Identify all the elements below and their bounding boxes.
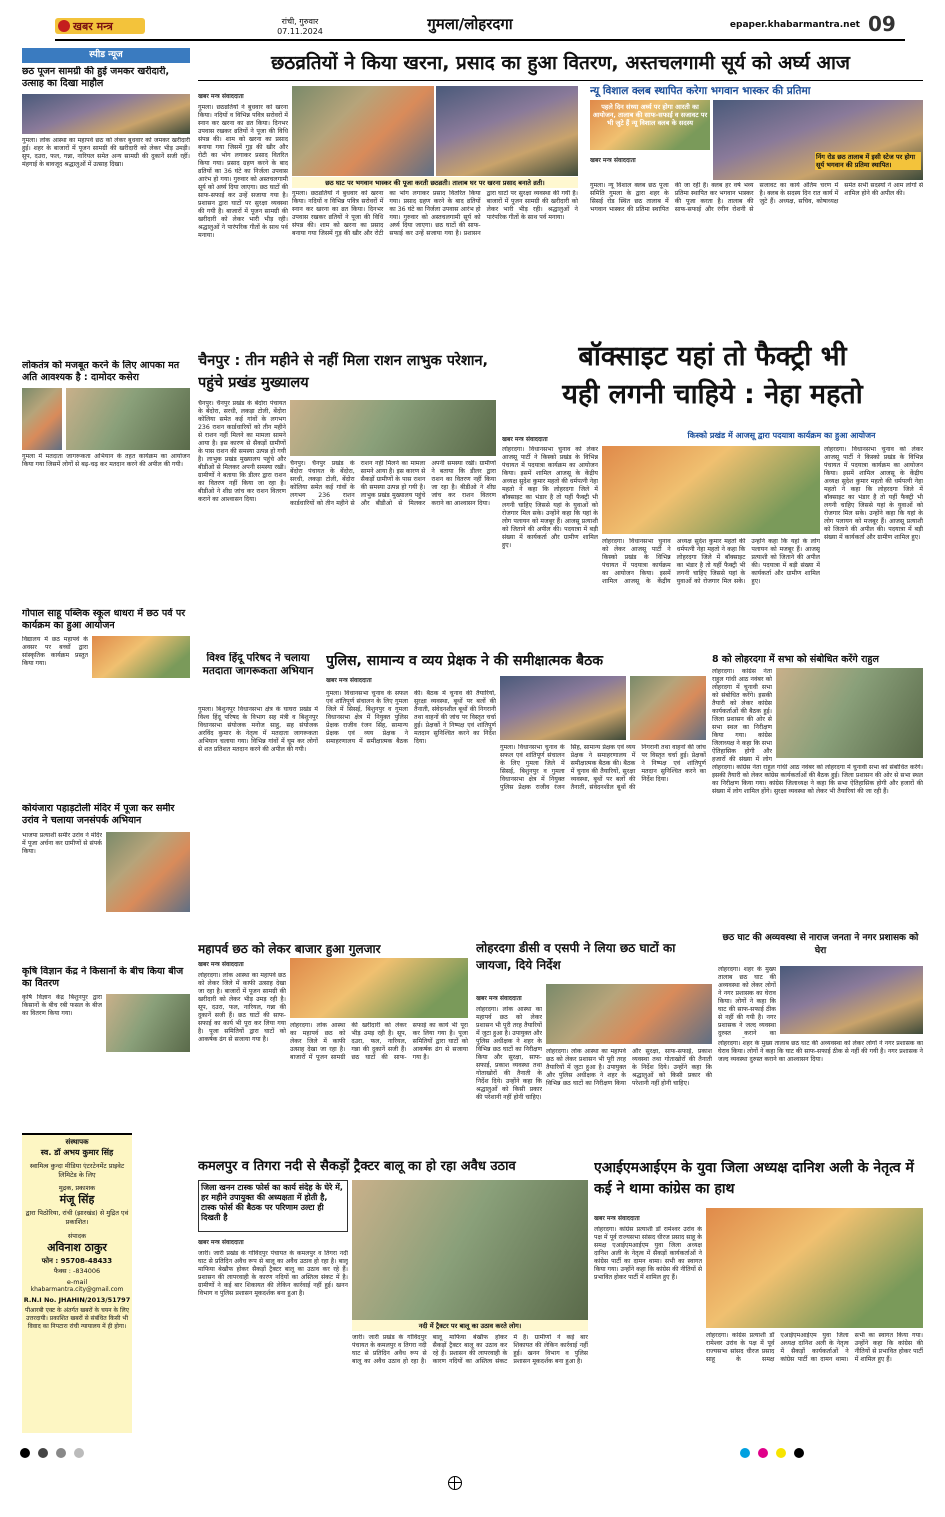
- club-headline: न्यू विशाल क्लब स्थापित करेगा भगवान भास्कर की प्रतिमा: [590, 85, 811, 97]
- dcsp-photo: [546, 984, 712, 1044]
- lead-headline: छठव्रतियों ने किया खरना, प्रसाद का हुआ वितरण, अस्तचलगामी सूर्य को अर्घ्य आज: [270, 52, 851, 74]
- lead-body-left: गुमला। छठव्रतियों ने बुधवार को खरना किया। नदियों व विभिन्न पवित्र सरोवरों में स्नान कर खरना का व्रत किया। दिनभर उपवास रखकर व्रतियों ने पूजा की विधि संपन्न की। शाम को खरना का प्रसाद बनाया गया जिसमें गुड़ की खीर और रोटी का भोग लगाकर प्रसाद वितरित किया गया। प्रसाद ग्रहण करने के बाद व्रतियों का 36 घंटे का निर्जला उपवास आरंभ हो गया। गुरुवार को अस्तचलगामी सूर्य को अर्घ्य दिया जाएगा। छठ घाटों की साफ-सफाई कर उन्हें सजाया गया है। प्रशासन द्वारा घाटों पर सुरक्षा व्यवस्था की गयी है। बाजारों में पूजन सामग्री की खरीदारी को लेकर भारी भीड़ रही। श्रद्धालुओं ने पारंपरिक गीतों के साथ पर्व मनाया।: [198, 104, 288, 239]
- aimim-byline: खबर मन्त्र संवाददाता: [594, 1215, 640, 1222]
- speed-news-body: कृषि विज्ञान केंद्र बिशुनपुर द्वारा किसानों के बीच रबी फसल के बीज का वितरण किया गया।: [22, 994, 102, 1017]
- imprint-phone: फोन : 95708-48433: [41, 1257, 113, 1265]
- chhath-market-byline: खबर मन्त्र संवाददाता: [198, 961, 244, 968]
- speed-news-body: भाजपा प्रत्याशी समीर उरांव ने मंदिर में पूजा अर्चना कर ग्रामीणों से संपर्क किया।: [22, 832, 102, 855]
- masthead-logo: [55, 18, 145, 34]
- chhath-market-headline: महापर्व छठ को लेकर बाजार हुआ गुलजार: [198, 942, 381, 956]
- police-photo: [630, 676, 706, 740]
- rahul-headline: 8 को लोहरदगा में सभा को संबोधित करेंगे राहुल: [712, 654, 879, 665]
- imprint-owner: स्वामित्व कुन्दा मीडिया एंटरटेनमेंट प्राइवेट लिमिटेड के लिए: [29, 1162, 125, 1179]
- bauxite-body: लोहरदगा। विधानसभा चुनाव को लेकर आजसू पार्टी ने किस्को प्रखंड के विभिन्न पंचायत में पदयात्रा कार्यक्रम का आयोजन किया। इसमें शामिल आजसू के केंद्रीय अध्यक्ष सुदेश कुमार महतो की धर्मपत्नी नेहा महतो ने कहा कि लोहरदगा जिले में बॉक्साइट का भंडार है तो यहीं फैक्ट्री भी लगनी चाहिए जिससे यहां के युवाओं को रोजगार मिल सके। उन्होंने कहा कि यहां के लोग पलायन को मजबूर हैं। आजसू प्रत्याशी को जिताने की अपील की। पदयात्रा में बड़ी संख्या में कार्यकर्ता और ग्रामीण शामिल हुए।: [602, 538, 820, 585]
- imprint-box: [22, 1133, 132, 1433]
- chhath-ghat-photo: [780, 966, 923, 1034]
- news-photo: [92, 636, 190, 678]
- bauxite-headline-2: यही लगनी चाहिये : नेहा महतो: [562, 379, 863, 410]
- lead-caption: छठ घाट पर भगवान भास्कर की पूजा करती छठव्रती। तालाब घर पर खरना प्रसाद बनाते व्रती।: [292, 177, 578, 188]
- chhath-market-body-left: लोहरदगा। लोक आस्था का महापर्व छठ को लेकर जिले में काफी उत्साह देखा जा रहा है। बाजारों में पूजन सामग्री की खरीदारी को लेकर भीड़ उमड़ रही है। सूप, दउरा, फल, नारियल, गन्ना की दुकानें सजी हैं। छठ घाटों की साफ-सफाई का कार्य भी पूरा कर लिया गया है। पूजा समितियों द्वारा घाटों को आकर्षक ढंग से सजाया गया है।: [198, 972, 286, 1043]
- speed-news-headline: कोयंजारा पहाड़टोली मंदिर में पूजा कर समीर उरांव ने चलाया जनसंपर्क अभियान: [22, 803, 175, 826]
- police-byline: खबर मन्त्र संवाददाता: [326, 677, 372, 684]
- dcsp-byline: खबर मन्त्र संवाददाता: [476, 995, 522, 1002]
- club-right-caption: निंग रोड छठ तालाब में इसी स्टेज पर होगा सूर्य भगवान की प्रतिमा स्थापित।: [815, 152, 921, 170]
- sand-body: जारी। जारी प्रखंड के गोविंदपुर पंचायत के कमलपुर व तिगरा नदी घाट से प्रतिदिन अवैध रूप से बालू का अवैध उठाव हो रहा है। बालू माफिया बेखौफ होकर सैकड़ों ट्रैक्टर बालू का उठाव कर रहे हैं। प्रशासन की लापरवाही के कारण नदियों का अस्तित्व संकट में है। ग्रामीणों ने कई बार शिकायत की लेकिन कार्रवाई नहीं हुई। खनन विभाग व पुलिस प्रशासन मूकदर्शक बना हुआ है।: [352, 1334, 588, 1365]
- epaper-site[interactable]: epaper.khabarmantra.net: [729, 20, 860, 30]
- color-bar: [740, 1448, 920, 1458]
- news-photo: [22, 388, 62, 450]
- speed-news-headline: छठ पूजन सामग्री की हुई जमकर खरीदारी, उत्साह का दिखा माहौल: [22, 66, 170, 89]
- club-body: गुमला। न्यू विशाल क्लब छठ पूजा समिति गुमला के द्वारा शहर के सिसई रोड स्थित छठ तालाब में भगवान भास्कर की प्रतिमा स्थापित की जा रही है। क्लब हर वर्ष भव्य प्रतिमा स्थापित कर भगवान भास्कर की पूजा करता है। तालाब की साफ-सफाई और रंगीन रोशनी से सजावट का कार्य अंतिम चरण में है। क्लब के सदस्य दिन रात कार्य में जुटे हैं। अध्यक्ष, सचिव, कोषाध्यक्ष समेत सभी सदस्यों ने आम लोगों से शामिल होने की अपील की।: [590, 182, 923, 213]
- imprint-editor-label: संपादक: [67, 1232, 87, 1240]
- club-byline: खबर मन्त्र संवाददाता: [590, 157, 636, 164]
- police-body: गुमला। विधानसभा चुनाव के सफल एवं शांतिपूर्ण संचालन के लिए गुमला जिले में सिसई, बिशुनपुर व गुमला विधानसभा क्षेत्र में नियुक्त पुलिस प्रेक्षक राजीव रंजन सिंह, सामान्य प्रेक्षक एवं व्यय प्रेक्षक ने समाहरणालय में समीक्षात्मक बैठक की। बैठक में चुनाव की तैयारियों, सुरक्षा व्यवस्था, बूथों पर बलों की तैनाती, संवेदनशील बूथों की निगरानी तथा वाहनों की जांच पर विस्तृत चर्चा हुई। प्रेक्षकों ने निष्पक्ष एवं शांतिपूर्ण मतदान सुनिश्चित करने का निर्देश दिया।: [326, 690, 496, 745]
- bauxite-caption: किस्को प्रखंड में आजसू द्वारा पदयात्रा कार्यक्रम का हुआ आयोजन: [687, 431, 876, 440]
- chhath-ghat-body: लोहरदगा। शहर के मुख्य तालाब छठ घाट की अव्यवस्था को लेकर लोगों ने नगर प्रशासक का घेराव किया। लोगों ने कहा कि घाट की साफ-सफाई ठीक से नहीं की गयी है। नगर प्रशासक ने जल्द व्यवस्था दुरुस्त कराने का आश्वासन दिया।: [718, 1040, 923, 1063]
- chhath-ghat-body-left: लोहरदगा। शहर के मुख्य तालाब छठ घाट की अव्यवस्था को लेकर लोगों ने नगर प्रशासक का घेराव किया। लोगों ने कहा कि घाट की साफ-सफाई ठीक से नहीं की गयी है। नगर प्रशासक ने जल्द व्यवस्था दुरुस्त कराने का: [718, 966, 776, 1037]
- section-title: गुमला/लोहरदगा: [427, 15, 513, 33]
- chhath-market-body: लोहरदगा। लोक आस्था का महापर्व छठ को लेकर जिले में काफी उत्साह देखा जा रहा है। बाजारों में पूजन सामग्री की खरीदारी को लेकर भीड़ उमड़ रही है। सूप, दउरा, फल, नारियल, गन्ना की दुकानें सजी हैं। छठ घाटों की साफ-सफाई का कार्य भी पूरा कर लिया गया है। पूजा समितियों द्वारा घाटों को आकर्षक ढंग से सजाया गया है।: [290, 1022, 468, 1061]
- dcsp-body-left: लोहरदगा। लोक आस्था का महापर्व छठ को लेकर प्रशासन भी पूरी तरह तैयारियों में जुटा हुआ है। उपायुक्त और पुलिस अधीक्षक ने शहर के विभिन्न छठ घाटों का निरीक्षण किया और सुरक्षा, साफ-सफाई, प्रकाश व्यवस्था तथा गोताखोरों की तैनाती के निर्देश दिये। उन्होंने कहा कि श्रद्धालुओं को किसी प्रकार की परेशानी नहीं होनी चाहिए।: [476, 1006, 542, 1101]
- chainpur-photo: [290, 400, 496, 456]
- chainpur-body-left: चैनपुर। चैनपुर प्रखंड के बेंदोरा पंचायत के बेंदोरा, सरधी, लकड़ा टोली, बेंदोरा कोलिया समेत कई गांवों के लगभग 236 राशन कार्डधारियों को तीन महीने से राशन नहीं मिलने का मामला सामने आया है। इस कारण से सैकड़ों ग्रामीणों के पास राशन की समस्या उत्पन्न हो गयी है। लाभुक प्रखंड मुख्यालय पहुंचे और बीडीओ से मिलकर अपनी समस्या रखी। ग्रामीणों ने बताया कि डीलर द्वारा राशन का वितरण नहीं किया जा रहा है। बीडीओ ने शीघ्र जांच कर राशन वितरण कराने का आश्वासन दिया।: [198, 400, 286, 503]
- news-photo: [66, 388, 190, 450]
- masthead-city: रांची, गुरुवार: [281, 17, 319, 26]
- vhp-headline: विश्व हिंदू परिषद ने चलाया मतदाता जागरूकता अभियान: [202, 652, 314, 677]
- speed-news-headline: गोपाल साहू पब्लिक स्कूल धाधरा में छठ पर्व पर कार्यक्रम का हुआ आयोजन: [22, 608, 186, 631]
- aimim-photo: [706, 1208, 923, 1328]
- sand-headline: कमलपुर व तिगरा नदी से सैकड़ों ट्रैक्टर बालू का हो रहा अवैध उठाव: [198, 1159, 516, 1174]
- aimim-body: लोहरदगा। कांग्रेस प्रत्याशी डॉ रामेश्वर उरांव के पक्ष में पूर्व राज्यसभा सांसद धीरज प्रसाद साहू के समक्ष एआईएमआईएम युवा जिला अध्यक्ष दानिश अली के नेतृत्व में सैकड़ों कार्यकर्ताओं ने कांग्रेस पार्टी का दामन थामा। सभी का स्वागत किया गया। उन्होंने कहा कि कांग्रेस की नीतियों से प्रभावित होकर पार्टी में शामिल हुए हैं।: [706, 1332, 923, 1363]
- chainpur-body: चैनपुर। चैनपुर प्रखंड के बेंदोरा पंचायत के बेंदोरा, सरधी, लकड़ा टोली, बेंदोरा कोलिया समेत कई गांवों के लगभग 236 राशन कार्डधारियों को तीन महीने से राशन नहीं मिलने का मामला सामने आया है। इस कारण से सैकड़ों ग्रामीणों के पास राशन की समस्या उत्पन्न हो गयी है। लाभुक प्रखंड मुख्यालय पहुंचे और बीडीओ से मिलकर अपनी समस्या रखी। ग्रामीणों ने बताया कि डीलर द्वारा राशन का वितरण नहीं किया जा रहा है। बीडीओ ने शीघ्र जांच कर राशन वितरण कराने का आश्वासन दिया।: [290, 460, 496, 507]
- imprint-founder: स्व. डॉ अभय कुमार सिंह: [40, 1148, 114, 1157]
- aimim-headline: एआईएमआईएम के युवा जिला अध्यक्ष दानिश अली के नेतृत्व में कई ने थामा कांग्रेस का हाथ: [594, 1160, 914, 1197]
- vhp-body: गुमला। बिशुनपुर विधानसभा क्षेत्र के घाघरा प्रखंड में विश्व हिंदू परिषद के विभाग सह मंत्री व बिशुनपुर विधानसभा संयोजक मनोज साहु, सह संयोजक अरविंद कुमार के नेतृत्व में मतदाता जागरूकता अभियान चलाया गया। विभिन्न गांवों में घूम कर लोगों से शत प्रतिशत मतदान करने की अपील की गयी।: [198, 706, 318, 753]
- sand-byline: खबर मन्त्र संवाददाता: [198, 1239, 244, 1246]
- speed-news-label: स्पीड न्यूज: [22, 48, 190, 63]
- speed-news-body: गुमला में मतदाता जागरूकता अभियान के तहत कार्यक्रम का आयोजन किया गया जिसमें लोगों से बढ़-चढ़ कर मतदान करने की अपील की गयी।: [22, 453, 190, 468]
- bauxite-photo: [602, 446, 820, 534]
- masthead-rule: [55, 39, 905, 41]
- police-body-right: गुमला। विधानसभा चुनाव के सफल एवं शांतिपूर्ण संचालन के लिए गुमला जिले में सिसई, बिशुनपुर व गुमला विधानसभा क्षेत्र में नियुक्त पुलिस प्रेक्षक राजीव रंजन सिंह, सामान्य प्रेक्षक एवं व्यय प्रेक्षक ने समाहरणालय में समीक्षात्मक बैठक की। बैठक में चुनाव की तैयारियों, सुरक्षा व्यवस्था, बूथों पर बलों की तैनाती, संवेदनशील बूथों की निगरानी तथा वाहनों की जांच पर विस्तृत चर्चा हुई। प्रेक्षकों ने निष्पक्ष एवं शांतिपूर्ण मतदान सुनिश्चित करने का निर्देश दिया।: [500, 744, 706, 791]
- club-left-caption: पहले दिन संध्या अर्घ्य पर होगा आरती का आयोजन, तालाब की साफ-सफाई व सजावट पर भी जुटे हैं न्यू विशाल क्लब के सदस्य: [592, 103, 708, 127]
- logo-icon: [58, 20, 70, 32]
- logo-text: खबर मन्त्र: [73, 20, 113, 33]
- news-photo: [106, 832, 190, 912]
- police-photo: [500, 676, 626, 740]
- chhath-market-photo: [290, 958, 468, 1018]
- lead-photo: [436, 86, 578, 176]
- news-photo: [22, 94, 190, 134]
- lead-byline: खबर मन्त्र संवाददाता: [198, 93, 244, 100]
- speed-news-headline: लोकतंत्र को मजबूत करने के लिए आपका मत अति आवश्यक है : दामोदर कसेरा: [22, 360, 180, 383]
- aimim-body-left: लोहरदगा। कांग्रेस प्रत्याशी डॉ रामेश्वर उरांव के पक्ष में पूर्व राज्यसभा सांसद धीरज प्रसाद साहू के समक्ष एआईएमआईएम युवा जिला अध्यक्ष दानिश अली के नेतृत्व में सैकड़ों कार्यकर्ताओं ने कांग्रेस पार्टी का दामन थामा। सभी का स्वागत किया गया। उन्होंने कहा कि कांग्रेस की नीतियों से प्रभावित होकर पार्टी में शामिल हुए हैं।: [594, 1226, 702, 1281]
- bauxite-body-left: लोहरदगा। विधानसभा चुनाव को लेकर आजसू पार्टी ने किस्को प्रखंड के विभिन्न पंचायत में पदयात्रा कार्यक्रम का आयोजन किया। इसमें शामिल आजसू के केंद्रीय अध्यक्ष सुदेश कुमार महतो की धर्मपत्नी नेहा महतो ने कहा कि लोहरदगा जिले में बॉक्साइट का भंडार है तो यहीं फैक्ट्री भी लगनी चाहिए जिससे यहां के युवाओं को रोजगार मिल सके। उन्होंने कहा कि यहां के लोग पलायन को मजबूर हैं। आजसू प्रत्याशी को जिताने की अपील की। पदयात्रा में बड़ी संख्या में कार्यकर्ता और ग्रामीण शामिल हुए।: [502, 446, 598, 549]
- speed-news-body: गुमला। लोक आस्था का महापर्व छठ को लेकर बुधवार को जमकर खरीदारी हुई। शहर के बाजारों में पूजन सामग्री की खरीदारी को लेकर भीड़ उमड़ी। सुप, दउरा, फल, गन्ना, नारियल समेत अन्य सामग्री की दुकानें सजी रहीं। मंहगाई के बावजूद श्रद्धालुओं में उत्साह दिखा।: [22, 137, 190, 168]
- speed-news-headline: कृषि विज्ञान केंद्र ने किसानों के बीच किया बीज का वितरण: [22, 966, 184, 989]
- page-number: 09: [868, 12, 896, 36]
- color-bar: [20, 1448, 200, 1458]
- imprint-publisher-label: मुद्रक, प्रकाशक: [58, 1184, 96, 1192]
- rahul-photo: [776, 668, 923, 758]
- bauxite-headline-1: बॉक्साइट यहां तो फैक्ट्री भी: [578, 341, 847, 372]
- imprint-publisher: मंजू सिंह: [59, 1193, 95, 1206]
- speed-news-column: [22, 48, 190, 1438]
- police-headline: पुलिस, सामान्य व व्यय प्रेक्षक ने की समीक्षात्मक बैठक: [326, 653, 603, 669]
- lead-photo: [292, 86, 434, 176]
- sand-caption: नदी में ट्रैक्टर पर बालू का उठाव करते लोग।: [352, 1320, 588, 1331]
- lead-rule: [198, 80, 923, 81]
- lead-body: गुमला। छठव्रतियों ने बुधवार को खरना किया। नदियों व विभिन्न पवित्र सरोवरों में स्नान कर खरना का व्रत किया। दिनभर उपवास रखकर व्रतियों ने पूजा की विधि संपन्न की। शाम को खरना का प्रसाद बनाया गया जिसमें गुड़ की खीर और रोटी का भोग लगाकर प्रसाद वितरित किया गया। प्रसाद ग्रहण करने के बाद व्रतियों का 36 घंटे का निर्जला उपवास आरंभ हो गया। गुरुवार को अस्तचलगामी सूर्य को अर्घ्य दिया जाएगा। छठ घाटों की साफ-सफाई कर उन्हें सजाया गया है। प्रशासन द्वारा घाटों पर सुरक्षा व्यवस्था की गयी है। बाजारों में पूजन सामग्री की खरीदारी को लेकर भारी भीड़ रही। श्रद्धालुओं ने पारंपरिक गीतों के साथ पर्व मनाया।: [292, 190, 578, 237]
- imprint-note: पीआरबी एक्ट के अंतर्गत खबरों के चयन के लिए उत्तरदायी। प्रकाशित खबरों से संबंधित किसी भी विवाद का निपटारा रांची न्यायालय में ही होगा।: [25, 1307, 129, 1330]
- sand-photo: [352, 1180, 588, 1320]
- chhath-ghat-headline: छठ घाट की अव्यवस्था से नाराज जनता ने नगर प्रशासक को घेरा: [722, 933, 919, 956]
- bauxite-byline: खबर मन्त्र संवाददाता: [502, 436, 548, 443]
- dcsp-body: लोहरदगा। लोक आस्था का महापर्व छठ को लेकर प्रशासन भी पूरी तरह तैयारियों में जुटा हुआ है। उपायुक्त और पुलिस अधीक्षक ने शहर के विभिन्न छठ घाटों का निरीक्षण किया और सुरक्षा, साफ-सफाई, प्रकाश व्यवस्था तथा गोताखोरों की तैनाती के निर्देश दिये। उन्होंने कहा कि श्रद्धालुओं को किसी प्रकार की परेशानी नहीं होनी चाहिए।: [546, 1048, 712, 1087]
- news-photo: [106, 994, 190, 1052]
- imprint-title: संस्थापक: [65, 1138, 89, 1146]
- imprint-editor: अविनाश ठाकुर: [47, 1241, 107, 1254]
- imprint-fax: फैक्स : -834006: [53, 1267, 101, 1275]
- rahul-body-left: लोहरदगा। कांग्रेस नेता राहुल गांधी आठ नवंबर को लोहरदगा में चुनावी सभा को संबोधित करेंगे। इसकी तैयारी को लेकर कांग्रेस कार्यकर्ताओं की बैठक हुई। जिला प्रशासन की ओर से सभा स्थल का निरीक्षण किया गया। कांग्रेस जिलाध्यक्ष ने कहा कि सभा ऐतिहासिक होगी और हजारों की संख्या में लोग: [712, 668, 772, 762]
- masthead: [0, 0, 945, 44]
- sand-body-left: जारी। जारी प्रखंड के गोविंदपुर पंचायत के कमलपुर व तिगरा नदी घाट से प्रतिदिन अवैध रूप से बालू का अवैध उठाव हो रहा है। बालू माफिया बेखौफ होकर सैकड़ों ट्रैक्टर बालू का उठाव कर रहे हैं। प्रशासन की लापरवाही के कारण नदियों का अस्तित्व संकट में है। ग्रामीणों ने कई बार शिकायत की लेकिन कार्रवाई नहीं हुई। खनन विभाग व पुलिस प्रशासन मूकदर्शक बना हुआ है।: [198, 1250, 348, 1297]
- bauxite-body-right: लोहरदगा। विधानसभा चुनाव को लेकर आजसू पार्टी ने किस्को प्रखंड के विभिन्न पंचायत में पदयात्रा कार्यक्रम का आयोजन किया। इसमें शामिल आजसू के केंद्रीय अध्यक्ष सुदेश कुमार महतो की धर्मपत्नी नेहा महतो ने कहा कि लोहरदगा जिले में बॉक्साइट का भंडार है तो यहीं फैक्ट्री भी लगनी चाहिए जिससे यहां के युवाओं को रोजगार मिल सके। उन्होंने कहा कि यहां के लोग पलायन को मजबूर हैं। आजसू प्रत्याशी को जिताने की अपील की। पदयात्रा में बड़ी संख्या में कार्यकर्ता और ग्रामीण शामिल हुए।: [824, 446, 923, 541]
- sand-quote: जिला खनन टास्क फोर्स का कार्य संदेह के घेरे में, हर महीने उपायुक्त की अध्यक्षता में होती है, टास्क फोर्स की बैठक पर परिणाम उल्टा ही दिखती है: [198, 1180, 348, 1232]
- registration-mark-icon: [448, 1476, 462, 1490]
- chainpur-headline: चैनपुर : तीन महीने से नहीं मिला राशन लाभुक परेशान, पहुंचे प्रखंड मुख्यालय: [198, 353, 489, 391]
- imprint-email[interactable]: khabarmantra.city@gmail.com: [30, 1286, 124, 1293]
- rahul-body: लोहरदगा। कांग्रेस नेता राहुल गांधी आठ नवंबर को लोहरदगा में चुनावी सभा को संबोधित करेंगे। इसकी तैयारी को लेकर कांग्रेस कार्यकर्ताओं की बैठक हुई। जिला प्रशासन की ओर से सभा स्थल का निरीक्षण किया गया। कांग्रेस जिलाध्यक्ष ने कहा कि सभा ऐतिहासिक होगी और हजारों की संख्या में लोग शामिल होंगे। सुरक्षा व्यवस्था को लेकर भी तैयारियां की जा रही हैं।: [712, 764, 923, 795]
- imprint-press: द्वारा पिठोरिया, रांची (झारखंड) से मुद्रित एवं प्रकाशित।: [25, 1209, 129, 1226]
- masthead-date: 07.11.2024: [277, 27, 323, 36]
- imprint-rni: R.N.I No. JHAHIN/2013/51797: [23, 1296, 131, 1304]
- imprint-email-label: e-mail: [66, 1278, 88, 1286]
- speed-news-body: विद्यालय में छठ महापर्व के अवसर पर बच्चों द्वारा सांस्कृतिक कार्यक्रम प्रस्तुत किया गया।: [22, 636, 88, 667]
- dcsp-headline: लोहरदगा डीसी व एसपी ने लिया छठ घाटों का जायजा, दिये निर्देश: [476, 941, 676, 972]
